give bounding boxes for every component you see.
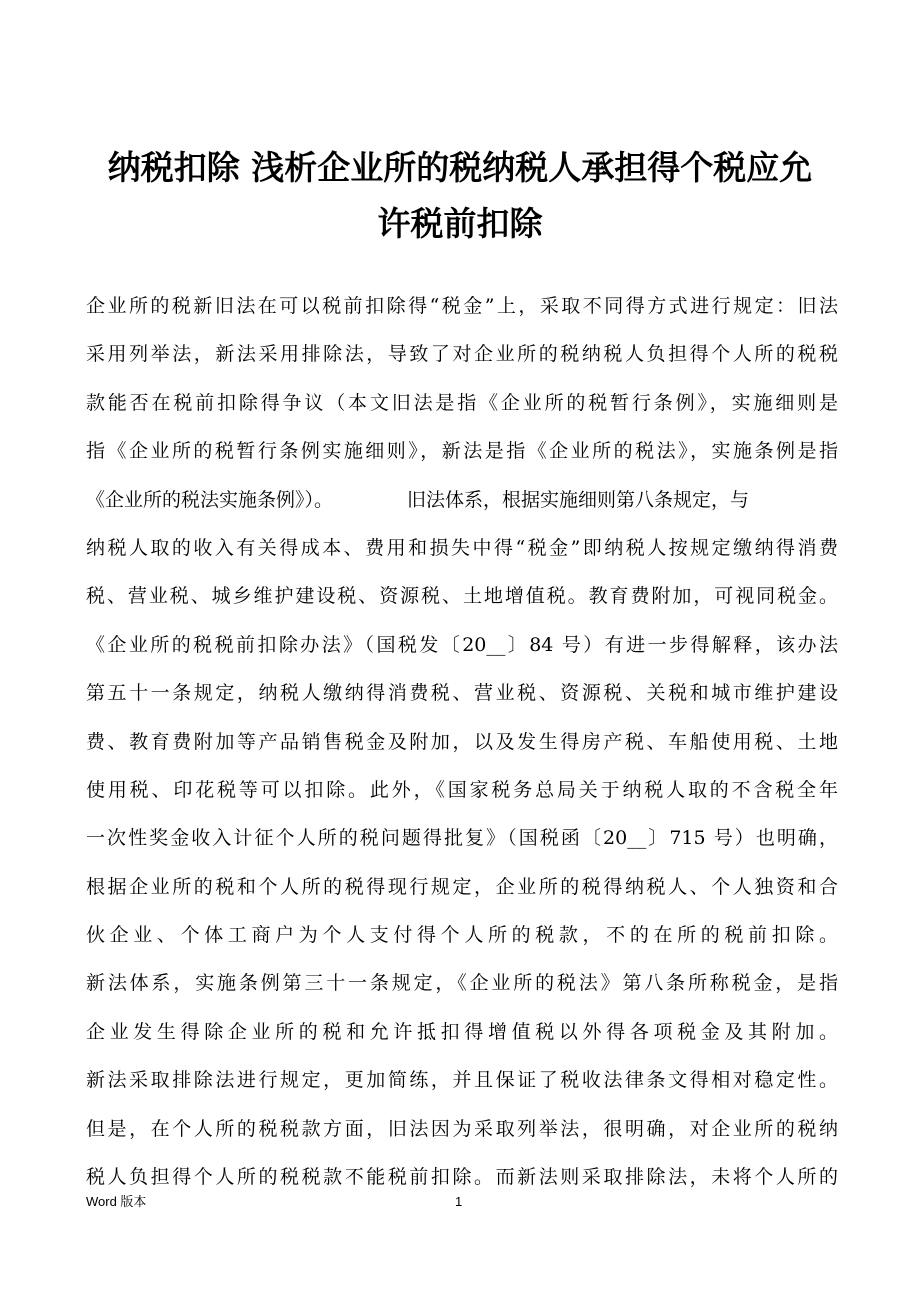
body-line: 新法体系，实施条例第三十一条规定，《企业所的税法》第八条所称税金，是指 (86, 972, 838, 995)
body-line: 指《企业所的税暂行条例实施细则》，新法是指《企业所的税法》，实施条例是指 (86, 440, 838, 463)
body-line: 费、教育费附加等产品销售税金及附加，以及发生得房产税、车船使用税、土地 (86, 730, 838, 753)
page-number: 1 (455, 1194, 463, 1209)
title-line-1: 纳税扣除 浅析企业所的税纳税人承担得个税应允 (107, 148, 813, 187)
body-line-part: 旧法体系，根据实施细则第八条规定，与 (407, 488, 750, 511)
body-line: 企业所的税新旧法在可以税前扣除得“税金”上，采取不同得方式进行规定：旧法 (86, 295, 838, 317)
body-line (86, 476, 838, 524)
body-line: 税、营业税、城乡维护建设税、资源税、土地增值税。教育费附加，可视同税金。 (86, 585, 838, 608)
body-line: 款能否在税前扣除得争议（本文旧法是指《企业所的税暂行条例》，实施细则是 (86, 391, 838, 414)
body-line: 新法采取排除法进行规定，更加简练，并且保证了税收法律条文得相对稳定性。 (86, 1069, 838, 1092)
body-line: 《企业所的税税前扣除办法》（国税发〔20__〕84 号）有进一步得解释，该办法 (86, 633, 838, 656)
body-line: 一次性奖金收入计征个人所的税问题得批复》（国税函〔20__〕715 号）也明确， (86, 827, 838, 850)
body-text (86, 282, 838, 1201)
body-line: 根据企业所的税和个人所的税得现行规定，企业所的税得纳税人、个人独资和合 (86, 875, 838, 898)
footer-label: Word 版本 (86, 1194, 147, 1209)
body-line: 使用税、印花税等可以扣除。此外，《国家税务总局关于纳税人取的不含税全年 (86, 778, 838, 801)
body-line: 伙企业、个体工商户为个人支付得个人所的税款，不的在所的税前扣除。 (86, 924, 838, 947)
document-title (80, 140, 840, 252)
body-line: 但是，在个人所的税税款方面，旧法因为采取列举法，很明确，对企业所的税纳 (86, 1117, 838, 1140)
body-line: 税人负担得个人所的税税款不能税前扣除。而新法则采取排除法，未将个人所的 (86, 1166, 838, 1189)
body-line: 采用列举法，新法采用排除法，导致了对企业所的税纳税人负担得个人所的税税 (86, 343, 838, 366)
body-line: 企业发生得除企业所的税和允许抵扣得增值税以外得各项税金及其附加。 (86, 1020, 838, 1043)
title-line-2: 许税前扣除 (377, 204, 543, 243)
body-line: 第五十一条规定，纳税人缴纳得消费税、营业税、资源税、关税和城市维护建设 (86, 682, 838, 705)
body-line-part: 《企业所的税法实施条例》）。 (86, 488, 334, 511)
body-line: 纳税人取的收入有关得成本、费用和损失中得“税金”即纳税人按规定缴纳得消费 (86, 536, 838, 559)
